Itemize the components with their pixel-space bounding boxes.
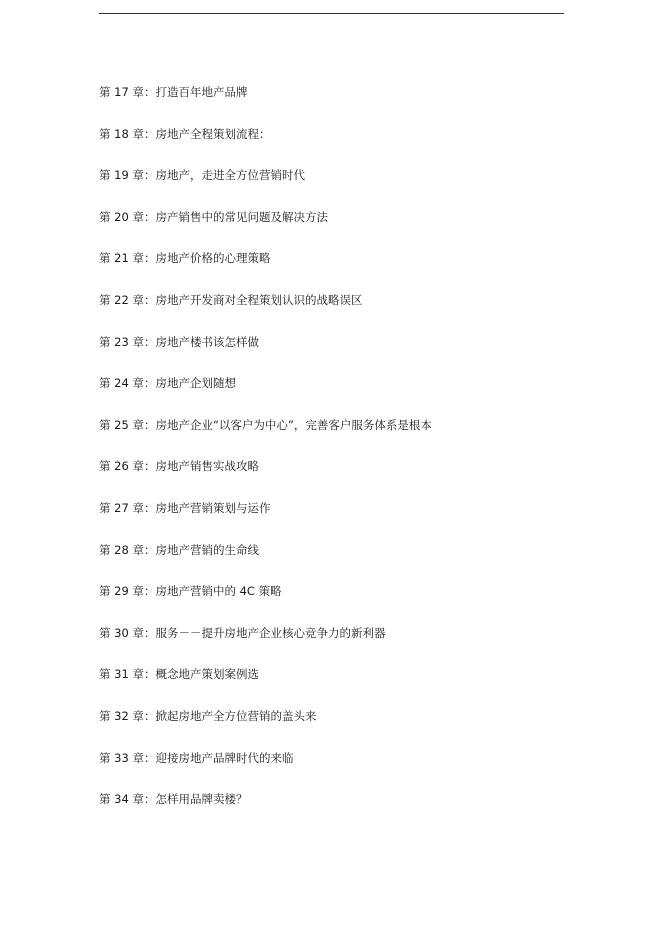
chapter-entry: 第 30 章：服务－－提升房地产企业核心竞争力的新利器 xyxy=(99,625,386,640)
chapter-entry: 第 25 章：房地产企业“以客户为中心”，完善客户服务体系是根本 xyxy=(99,417,432,432)
chapter-entry: 第 26 章：房地产销售实战攻略 xyxy=(99,459,259,474)
chapter-entry: 第 18 章：房地产全程策划流程： xyxy=(99,126,271,141)
chapter-entry: 第 20 章：房产销售中的常见问题及解决方法 xyxy=(99,209,328,224)
chapter-entry: 第 24 章：房地产企划随想 xyxy=(99,376,236,391)
chapter-entry: 第 17 章：打造百年地产品牌 xyxy=(99,85,248,99)
chapter-entry: 第 23 章：房地产楼书该怎样做 xyxy=(99,334,259,349)
chapter-entry: 第 19 章：房地产，走进全方位营销时代 xyxy=(99,168,305,183)
chapter-entry: 第 27 章：房地产营销策划与运作 xyxy=(99,500,271,515)
chapter-entry: 第 22 章：房地产开发商对全程策划认识的战略误区 xyxy=(99,292,363,307)
chapter-entry: 第 34 章：怎样用品牌卖楼？ xyxy=(99,792,248,807)
chapter-entry: 第 28 章：房地产营销的生命线 xyxy=(99,542,259,557)
chapter-entry: 第 29 章：房地产营销中的 4C 策略 xyxy=(99,584,282,599)
chapter-entry: 第 32 章：掀起房地产全方位营销的盖头来 xyxy=(99,708,317,723)
chapter-list xyxy=(99,84,619,833)
chapter-entry: 第 33 章：迎接房地产品牌时代的来临 xyxy=(99,750,294,765)
chapter-entry: 第 21 章：房地产价格的心理策略 xyxy=(99,251,271,266)
header-rule xyxy=(99,13,564,14)
chapter-entry: 第 31 章：概念地产策划案例选 xyxy=(99,667,259,682)
